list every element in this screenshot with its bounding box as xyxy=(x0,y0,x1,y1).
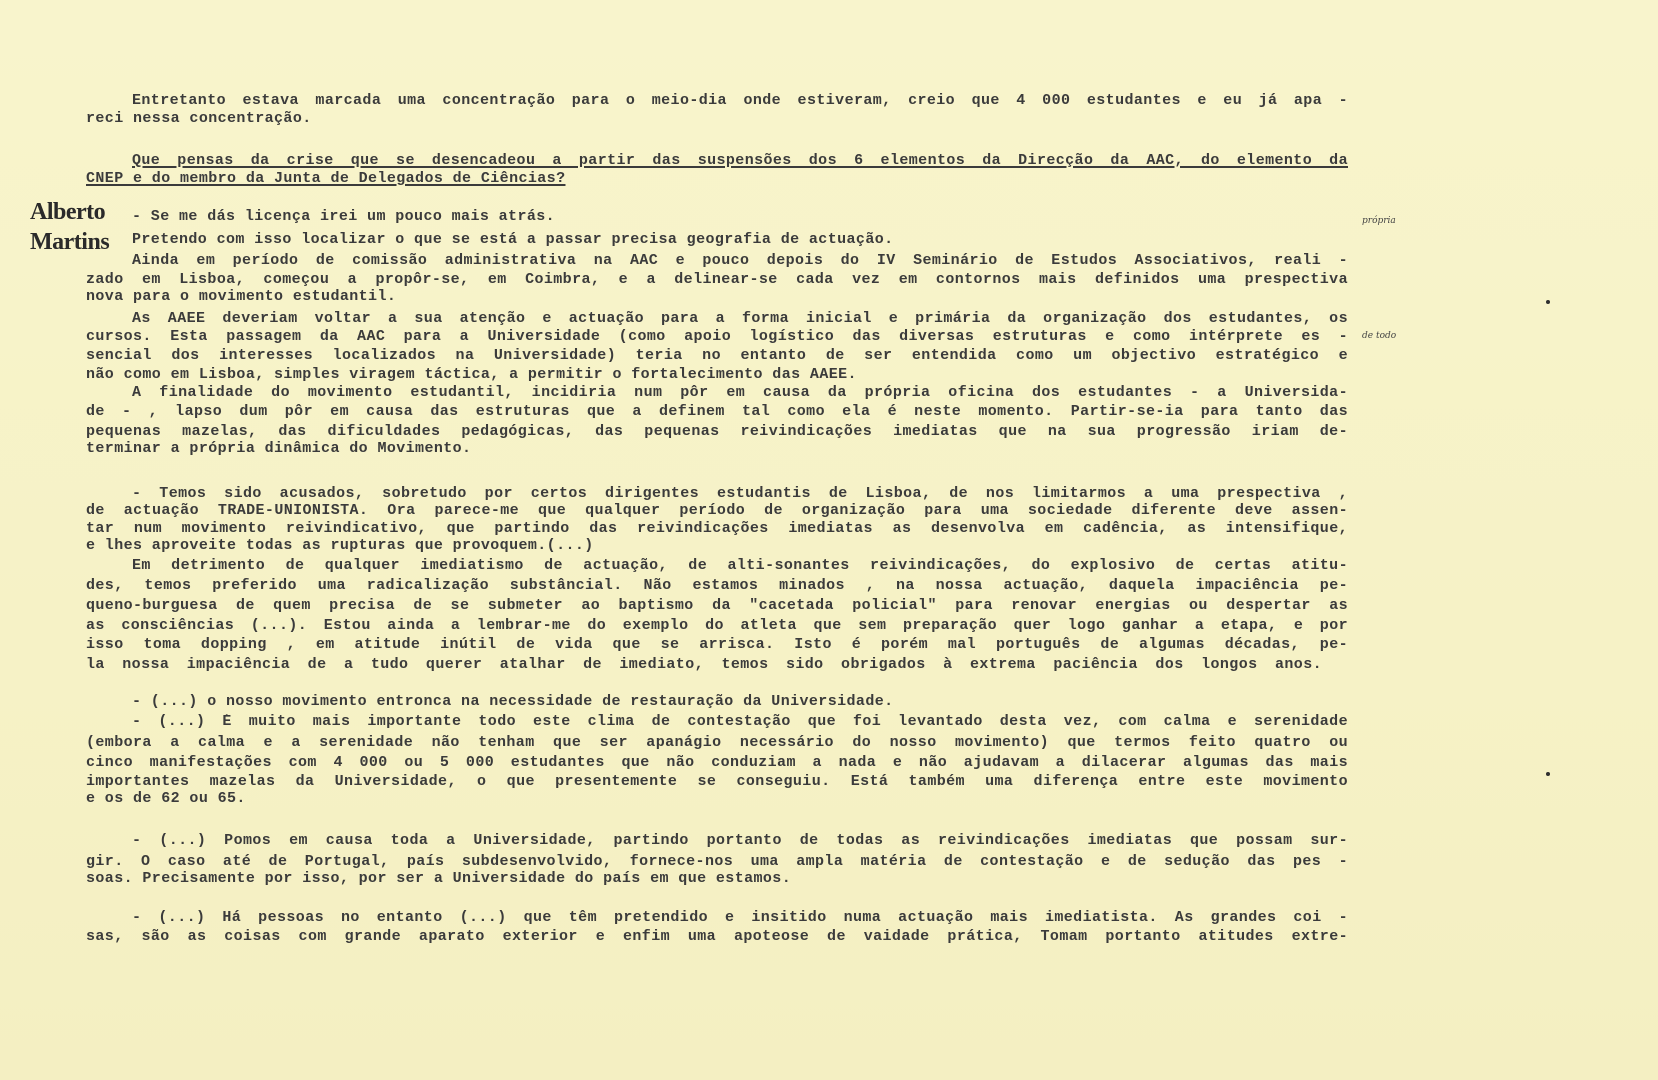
question-line: CNEP e do membro da Junta de Delegados de Ciências? xyxy=(86,170,566,187)
text-line: tar num movimento reivindicativo, que partindo das reivindicações imediatas as desenvolva em cadência, as intensifique, xyxy=(86,521,1348,537)
handwritten-note: de todo xyxy=(1362,331,1397,341)
text-line: terminar a própria dinâmica do Movimento. xyxy=(86,440,472,457)
text-line: de actuação TRADE-UNIONISTA. Ora parece-me que qualquer período de organização para uma sociedade diferente deve assen- xyxy=(86,503,1348,519)
text-line: zado em Lisboa, começou a propôr-se, em Coimbra, e a delinear-se cada vez em contornos mais definidos uma prespectiva xyxy=(86,272,1348,288)
text-line: la nossa impaciência de a tudo querer atalhar de imediato, temos sido obrigados à extrema paciência dos longos anos. xyxy=(86,657,1322,673)
text-line: queno-burguesa de quem precisa de se submeter ao baptismo da "cacetada policial" para renovar energias ou despertar as xyxy=(86,598,1348,614)
handwritten-note: própria xyxy=(1362,216,1396,226)
text-line: Ainda em período de comissão administrativa na AAC e pouco depois do IV Seminário de Estudos Associativos, reali - xyxy=(132,253,1348,269)
text-line: reci nessa concentração. xyxy=(86,110,312,127)
text-line: Entretanto estava marcada uma concentração para o meio-dia onde estiveram, creio que 4 000 estudantes e eu já apa - xyxy=(132,93,1348,109)
text-line: - (...) É muito mais importante todo este clima de contestação que foi levantado desta vez, com calma e serenidade xyxy=(132,714,1348,730)
text-line: des, temos preferido uma radicalização substâncial. Não estamos minados , na nossa actuação, daquela impaciência pe- xyxy=(86,578,1348,594)
scan-speck xyxy=(1546,300,1550,304)
text-line: e lhes aproveite todas as rupturas que provoquem.(...) xyxy=(86,537,594,554)
text-line: - (...) Há pessoas no entanto (...) que têm pretendido e insitido numa actuação mais imediatista. As grandes coi - xyxy=(132,910,1348,926)
text-line: soas. Precisamente por isso, por ser a Universidade do país em que estamos. xyxy=(86,870,792,887)
text-line: de - , lapso dum pôr em causa das estruturas que a definem tal como ela é neste momento. Partir-se-ia para tanto das xyxy=(86,404,1348,420)
scan-speck xyxy=(1546,772,1550,776)
text-line: e os de 62 ou 65. xyxy=(86,790,246,807)
text-line: cursos. Esta passagem da AAC para a Universidade (como apoio logístico das diversas estruturas e como intérprete es - xyxy=(86,329,1348,345)
text-line: (embora a calma e a serenidade não tenham que ser apanágio necessário do nosso movimento) que termos feito quatro ou xyxy=(86,735,1348,751)
text-line: As AAEE deveriam voltar a sua atenção e actuação para a forma inicial e primária da organização dos estudantes, os xyxy=(132,311,1348,327)
text-line: não como em Lisboa, simples viragem táctica, a permitir o fortalecimento das AAEE. xyxy=(86,366,857,383)
text-line: cinco manifestações com 4 000 ou 5 000 estudantes que não conduziam a nada e não ajudavam a dilacerar algumas das mais xyxy=(86,755,1348,771)
text-line: - Temos sido acusados, sobretudo por certos dirigentes estudantis de Lisboa, de nos limitarmos a uma prespectiva , xyxy=(132,486,1348,502)
text-line: - Se me dás licença irei um pouco mais atrás. xyxy=(132,208,556,225)
text-line: pequenas mazelas, das dificuldades pedagógicas, das pequenas reivindicações imediatas que na sua progressão iriam de- xyxy=(86,424,1348,440)
text-line: isso toma dopping , em atitude inútil de vida que se arrisca. Isto é porém mal português de algumas décadas, pe- xyxy=(86,637,1348,653)
text-line: - (...) o nosso movimento entronca na necessidade de restauração da Universidade. xyxy=(132,693,894,710)
text-line: as consciências (...). Estou ainda a lembrar-me do exemplo do atleta que sem preparação quer logo ganhar a etapa, e por xyxy=(86,618,1348,634)
text-line: nova para o movimento estudantil. xyxy=(86,288,397,305)
text-line: gir. O caso até de Portugal, país subdesenvolvido, fornece-nos uma ampla matéria de contestação e de sedução das pes - xyxy=(86,854,1348,870)
text-line: importantes mazelas da Universidade, o que presentemente se conseguiu. Está também uma diferença entre este movimento xyxy=(86,774,1348,790)
question-line: Que pensas da crise que se desencadeou a partir das suspensões dos 6 elementos da Direcção da AAC, do elemento da xyxy=(132,153,1348,169)
text-line: Em detrimento de qualquer imediatismo de actuação, de alti-sonantes reivindicações, do explosivo de certas atitu- xyxy=(132,558,1348,574)
author-first-name: Alberto xyxy=(30,199,106,225)
text-line: A finalidade do movimento estudantil, incidiria num pôr em causa da própria oficina dos estudantes - a Universida- xyxy=(132,385,1348,401)
text-line: sas, são as coisas com grande aparato exterior e enfim uma apoteose de vaidade prática, Tomam portanto atitudes extre- xyxy=(86,929,1348,945)
author-last-name: Martins xyxy=(30,229,110,255)
text-line: sencial dos interesses localizados na Universidade) teria no entanto de ser entendida como um objectivo estratégico e xyxy=(86,348,1348,364)
text-line: - (...) Pomos em causa toda a Universidade, partindo portanto de todas as reivindicações imediatas que possam sur- xyxy=(132,833,1348,849)
text-line: Pretendo com isso localizar o que se está a passar precisa geografia de actuação. xyxy=(132,231,894,248)
